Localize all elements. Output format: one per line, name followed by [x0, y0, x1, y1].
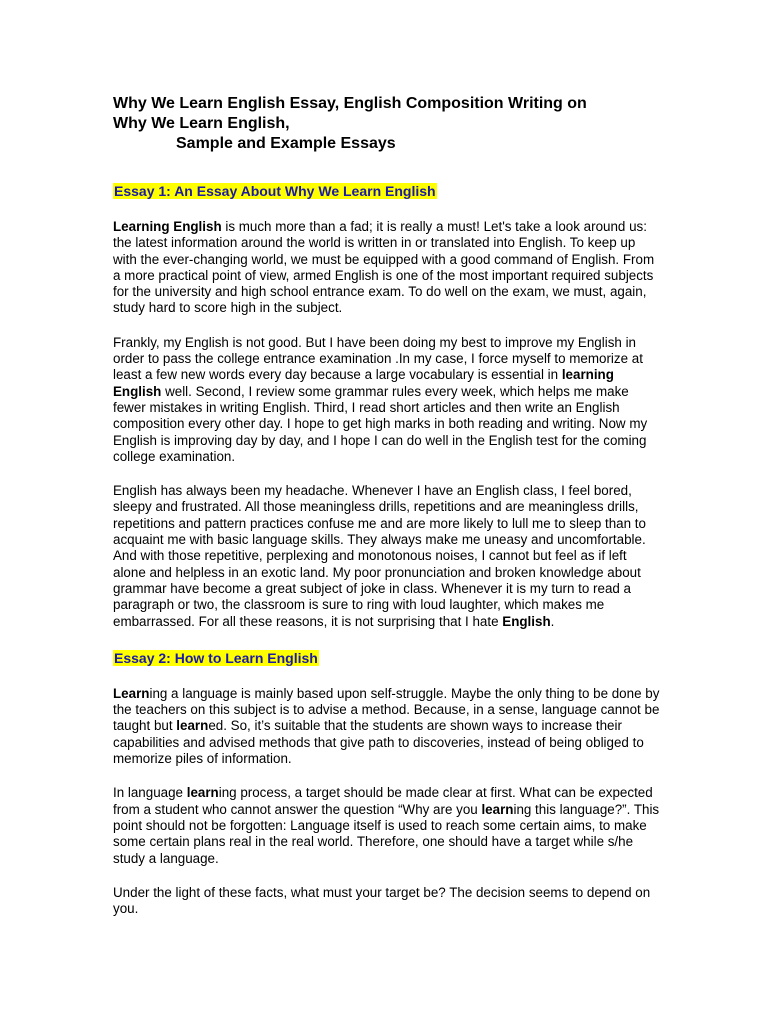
bold-text: learn: [481, 801, 514, 817]
paragraph-text: .: [550, 613, 555, 629]
title-line-1: Why We Learn English Essay, English Composition Writing on: [113, 95, 587, 112]
bold-text: English: [502, 613, 551, 629]
paragraph-text: well. Second, I review some grammar rules every week, which helps me make fewer mistakes in writing English. Third, I read short articles and then write an English composition every other day. I hope to get high marks in both reading and writing. Now my English is improving day by day, and I hope I can do well in the English test for the coming college examination.: [113, 383, 648, 464]
paragraph-text: ing a language is mainly based upon self-struggle. Maybe the only thing to be done by the teachers on this subject is to advise a method. Because, in a sense, language cannot be taught but: [113, 685, 660, 734]
paragraph-text: In language: [113, 785, 187, 801]
title-line-3: Sample and Example Essays: [176, 135, 396, 152]
essay-2-heading: [113, 649, 660, 667]
paragraph-text: ing this language?”. This point should not be forgotten: Language itself is used to reach some certain aims, to make some certain plans real in the real world. Therefore, one should have a target while s/he study a language.: [113, 801, 660, 866]
essay-1-heading-text: Essay 1: An Essay About Why We Learn English: [114, 183, 436, 199]
essay-1-paragraph-3: [113, 483, 660, 630]
document-title: [113, 94, 660, 154]
essay-1-heading: [113, 182, 660, 200]
paragraph-text: ed. So, it’s suitable that the students are shown ways to increase their capabilities and advised methods that give path to discoveries, instead of being obliged to memorize piles of information.: [113, 718, 644, 767]
essay-2-paragraph-3: Under the light of these facts, what must your target be? The decision seems to depend on you.: [113, 884, 651, 917]
essay-2-paragraph-1: [113, 686, 660, 767]
paragraph-text: ing process, a target should be made clear at first. What can be expected from a student who cannot answer the question “Why are you: [113, 785, 653, 817]
essay-2-paragraph-2: [113, 785, 660, 866]
bold-text: Learn: [113, 685, 150, 701]
essay-2-heading-text: Essay 2: How to Learn English: [114, 649, 318, 666]
paragraph-text: is much more than a fad; it is really a must! Let's take a look around us: the latest information around the world is written in or translated into English. To keep up with the ever-changing world, we must be equipped with a good command of English. From a more practical point of view, armed English is one of the most important required subjects for the university and high school entrance exam. To do well on the exam, we must, again, study hard to score high in the subject.: [113, 219, 655, 316]
title-line-2: Why We Learn English,: [113, 115, 290, 132]
essay-1-paragraph-2: [113, 335, 660, 465]
bold-text: learning English: [113, 367, 614, 399]
bold-text: learn: [186, 785, 219, 801]
paragraph-text: Frankly, my English is not good. But I have been doing my best to improve my English in order to pass the college entrance examination .In my case, I force myself to memorize at least a few new words every day because a large vocabulary is essential in: [113, 334, 643, 383]
bold-text: Learning English: [113, 219, 222, 234]
essay-1-paragraph-1: [113, 219, 660, 317]
bold-text: learn: [176, 718, 209, 734]
paragraph-text: English has always been my headache. Whenever I have an English class, I feel bored, sleepy and frustrated. All those meaningless drills, repetitions and are meaningless drills, repetitions and pattern practices confuse me and are more likely to lull me to sleep than to acquaint me with basic language skills. They always make me uneasy and uncomfortable. And with those repetitive, perplexing and monotonous noises, I cannot but feel as if left alone and helpless in an exotic land. My poor pronunciation and broken knowledge about grammar have become a great subject of joke in class. Whenever it is my turn to read a paragraph or two, the classroom is sure to ring with loud laughter, which makes me embarrassed. For all these reasons, it is not surprising that I hate: [113, 483, 646, 629]
